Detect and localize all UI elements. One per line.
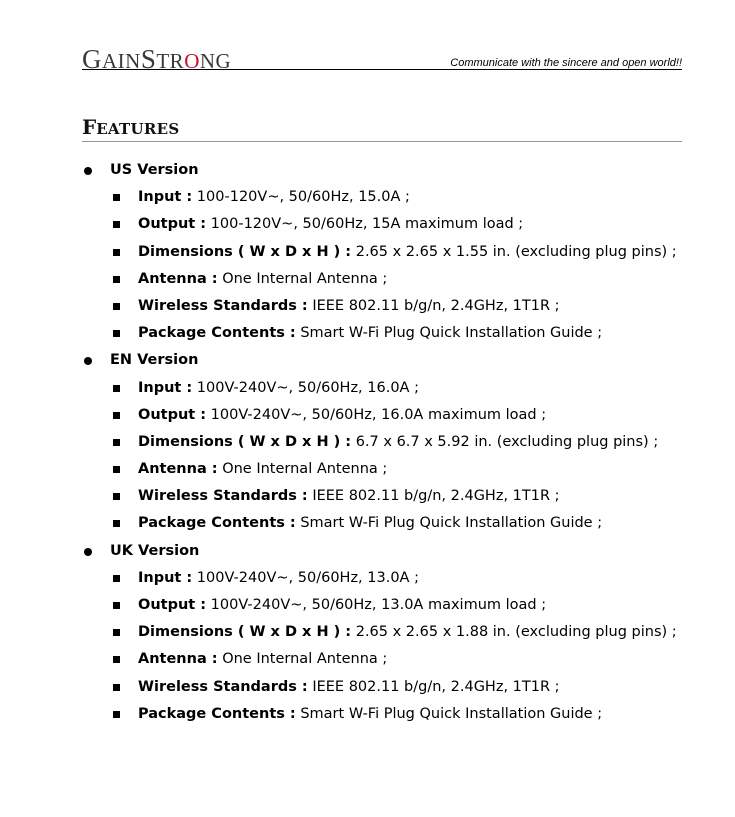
spec-item bbox=[0, 429, 735, 456]
spec-value: Smart W-Fi Plug Quick Installation Guide ; bbox=[295, 705, 603, 722]
header-slogan: Communicate with the sincere and open world!! bbox=[450, 57, 682, 69]
bullet-dot-icon bbox=[84, 548, 92, 556]
bullet-dot-icon bbox=[84, 357, 92, 365]
bullet-square-icon bbox=[113, 303, 120, 310]
spec-key: Input : bbox=[138, 379, 193, 396]
bullet-square-icon bbox=[113, 493, 120, 500]
company-logo bbox=[82, 44, 231, 76]
spec-key: Wireless Standards : bbox=[138, 297, 308, 314]
version-name: EN Version bbox=[110, 352, 199, 369]
section-title bbox=[82, 115, 180, 139]
logo-letters: S bbox=[140, 44, 157, 74]
spec-text bbox=[138, 293, 560, 320]
spec-value: One Internal Antenna ; bbox=[217, 270, 388, 287]
bullet-square-icon bbox=[113, 684, 120, 691]
spec-value: 100V-240V~, 50/60Hz, 13.0A maximum load ; bbox=[206, 597, 547, 613]
spec-item bbox=[0, 375, 735, 402]
spec-item bbox=[0, 592, 735, 619]
spec-item bbox=[0, 510, 735, 537]
spec-item bbox=[0, 565, 735, 592]
bullet-square-icon bbox=[113, 629, 120, 636]
spec-key: Input : bbox=[138, 189, 193, 206]
spec-value: 100V-240V~, 50/60Hz, 16.0A maximum load ; bbox=[206, 406, 547, 423]
spec-text bbox=[138, 483, 560, 510]
bullet-square-icon bbox=[113, 385, 120, 392]
spec-value: IEEE 802.11 b/g/n, 2.4GHz, 1T1R ; bbox=[307, 297, 560, 314]
spec-text bbox=[138, 375, 419, 402]
bullet-square-icon bbox=[113, 439, 120, 446]
spec-key: Package Contents : bbox=[138, 705, 296, 722]
spec-key: Antenna : bbox=[138, 651, 218, 668]
spec-item bbox=[0, 211, 735, 238]
spec-value: IEEE 802.11 b/g/n, 2.4GHz, 1T1R ; bbox=[307, 678, 560, 695]
spec-item bbox=[0, 402, 735, 429]
spec-item bbox=[0, 293, 735, 320]
version-item bbox=[0, 538, 735, 565]
version-name: UK Version bbox=[110, 542, 200, 559]
spec-item bbox=[0, 456, 735, 483]
bullet-square-icon bbox=[113, 412, 120, 419]
logo-letters: TR bbox=[156, 49, 185, 73]
spec-value: Smart W-Fi Plug Quick Installation Guide ; bbox=[295, 325, 603, 342]
bullet-square-icon bbox=[113, 330, 120, 337]
spec-text bbox=[138, 266, 387, 293]
spec-text bbox=[138, 674, 560, 701]
spec-text bbox=[138, 320, 602, 347]
bullet-square-icon bbox=[113, 276, 120, 283]
spec-value: 2.65 x 2.65 x 1.55 in. (excluding plug pins) ; bbox=[351, 243, 677, 260]
bullet-square-icon bbox=[113, 656, 120, 663]
spec-value: IEEE 802.11 b/g/n, 2.4GHz, 1T1R ; bbox=[307, 488, 560, 505]
spec-item bbox=[0, 619, 735, 646]
version-item bbox=[0, 347, 735, 374]
spec-key: Input : bbox=[138, 569, 193, 586]
version-item bbox=[0, 157, 735, 184]
logo-letters: AIN bbox=[102, 49, 141, 73]
page-header bbox=[82, 44, 682, 72]
spec-key: Wireless Standards : bbox=[138, 678, 308, 695]
spec-text bbox=[138, 646, 387, 673]
spec-text bbox=[138, 402, 546, 429]
spec-item bbox=[0, 320, 735, 347]
bullet-square-icon bbox=[113, 575, 120, 582]
spec-text bbox=[138, 565, 419, 592]
spec-key: Output : bbox=[138, 406, 207, 423]
bullet-dot-icon bbox=[84, 167, 92, 175]
section-divider bbox=[82, 141, 682, 142]
spec-item bbox=[0, 701, 735, 728]
spec-text bbox=[138, 456, 387, 483]
bullet-square-icon bbox=[113, 249, 120, 256]
header-divider bbox=[82, 69, 682, 70]
spec-key: Antenna : bbox=[138, 270, 218, 287]
spec-key: Package Contents : bbox=[138, 325, 296, 342]
spec-text bbox=[138, 592, 546, 619]
spec-key: Dimensions ( W x D x H ) : bbox=[138, 433, 352, 450]
section-title-rest: EATURES bbox=[96, 120, 180, 138]
bullet-square-icon bbox=[113, 520, 120, 527]
bullet-square-icon bbox=[113, 194, 120, 201]
section-title-initial: F bbox=[82, 115, 97, 139]
spec-item bbox=[0, 646, 735, 673]
spec-value: 100V-240V~, 50/60Hz, 13.0A ; bbox=[192, 569, 419, 586]
spec-item bbox=[0, 266, 735, 293]
spec-item bbox=[0, 184, 735, 211]
spec-key: Output : bbox=[138, 216, 207, 233]
spec-text bbox=[138, 701, 602, 728]
spec-value: 6.7 x 6.7 x 5.92 in. (excluding plug pins) ; bbox=[351, 433, 659, 450]
spec-text bbox=[138, 211, 523, 238]
logo-letters: G bbox=[82, 44, 102, 74]
bullet-square-icon bbox=[113, 711, 120, 718]
version-name: US Version bbox=[110, 162, 199, 178]
feature-list bbox=[0, 157, 735, 728]
spec-value: 100V-240V~, 50/60Hz, 16.0A ; bbox=[192, 379, 419, 396]
spec-key: Output : bbox=[138, 597, 207, 613]
spec-text bbox=[138, 429, 658, 456]
spec-item bbox=[0, 483, 735, 510]
spec-item bbox=[0, 674, 735, 701]
logo-letters: O bbox=[184, 49, 200, 73]
spec-value: 100-120V~, 50/60Hz, 15A maximum load ; bbox=[206, 216, 524, 233]
spec-item bbox=[0, 239, 735, 266]
spec-key: Dimensions ( W x D x H ) : bbox=[138, 243, 352, 260]
spec-value: One Internal Antenna ; bbox=[217, 461, 388, 478]
spec-value: 2.65 x 2.65 x 1.88 in. (excluding plug pins) ; bbox=[351, 624, 677, 641]
spec-text bbox=[138, 184, 410, 211]
bullet-square-icon bbox=[113, 221, 120, 228]
spec-key: Dimensions ( W x D x H ) : bbox=[138, 624, 352, 641]
logo-letters: NG bbox=[199, 49, 232, 73]
bullet-square-icon bbox=[113, 602, 120, 609]
spec-text bbox=[138, 619, 677, 646]
spec-key: Antenna : bbox=[138, 461, 218, 478]
spec-value: Smart W-Fi Plug Quick Installation Guide ; bbox=[295, 515, 603, 532]
spec-text bbox=[138, 239, 677, 266]
spec-key: Wireless Standards : bbox=[138, 488, 308, 505]
bullet-square-icon bbox=[113, 466, 120, 473]
spec-value: One Internal Antenna ; bbox=[217, 651, 388, 668]
spec-value: 100-120V~, 50/60Hz, 15.0A ; bbox=[192, 189, 410, 206]
spec-key: Package Contents : bbox=[138, 515, 296, 532]
spec-text bbox=[138, 510, 602, 537]
